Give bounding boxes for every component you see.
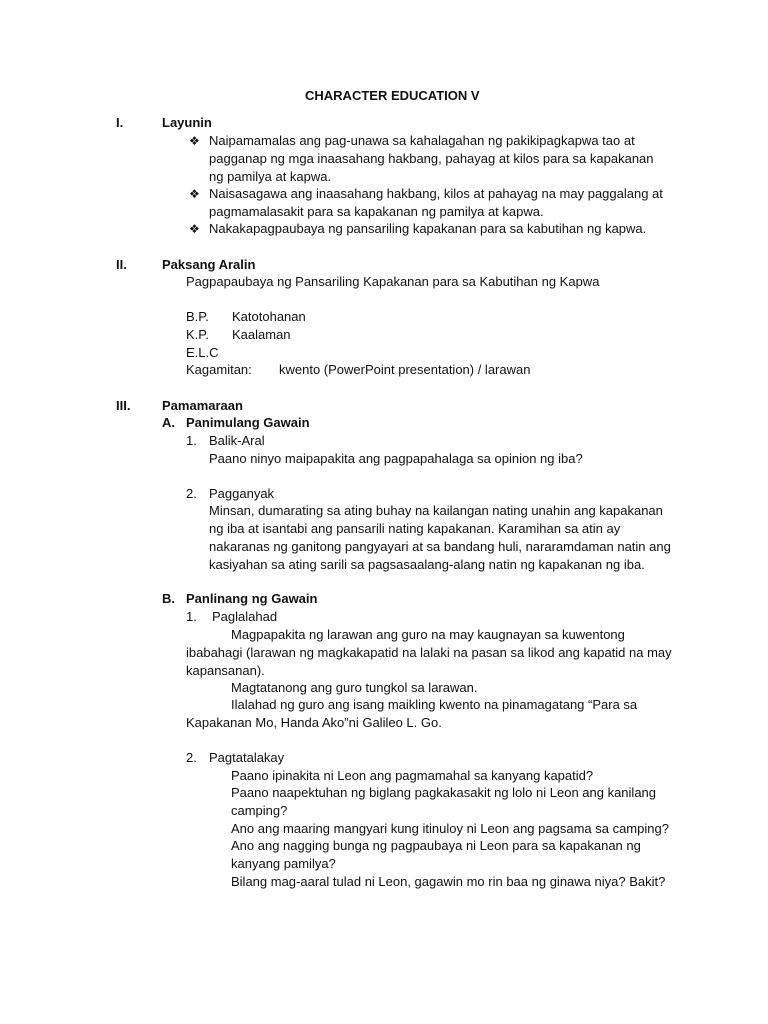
discussion-question: Bilang mag-aaral tulad ni Leon, gagawin mo rin baa ng ginawa niya? Bakit?: [231, 874, 666, 889]
item-title-paglalahad: Paglalahad: [212, 609, 278, 624]
item-title-pagtatalakay: Pagtatalakay: [209, 750, 285, 765]
diamond-bullet-icon: ❖: [189, 187, 200, 201]
objective-item: Naipamamalas ang pag-unawa sa kahalagahan ng pakikipagkapwa tao at pagganap ng mga inaasahang hakbang, pahayag at kilos para sa kapakanan ng pamilya at kapwa.: [209, 133, 654, 184]
diamond-bullet-icon: ❖: [189, 222, 200, 236]
item-number: 1.: [186, 609, 197, 624]
objective-item: Naisasagawa ang inaasahang hakbang, kilos at pahayag na may paggalang at pagmamalasakit para sa kapakanan ng pamilya at kapwa.: [209, 186, 663, 219]
objective-item: Nakakapagpaubaya ng pansariling kapakanan para sa kabutihan ng kapwa.: [209, 221, 647, 236]
balik-aral-question: Paano ninyo maipapakita ang pagpapahalaga sa opinion ng iba?: [209, 451, 583, 466]
pagganyak-paragraph: Minsan, dumarating sa ating buhay na kailangan nating unahin ang kapakanan ng iba at isantabi ang pansarili nating kapakanan. Karamihan sa atin ay nakaranas ng ganitong pangyayari at sa bandang huli, nararamdaman natin ang kasiyahan sa ating sarili sa pagsasaalang-alang natin ng kapakanan ng iba.: [209, 503, 671, 572]
document-title: CHARACTER EDUCATION V: [305, 88, 480, 103]
item-title-balik-aral: Balik-Aral: [209, 433, 265, 448]
paglalahad-paragraph: Ilalahad ng guro ang isang maikling kwento na pinamagatang “Para sa Kapakanan Mo, Handa Ako”ni Galileo L. Go.: [186, 697, 638, 730]
item-number: 2.: [186, 486, 197, 501]
subsection-heading-panimulang-gawain: Panimulang Gawain: [186, 415, 310, 430]
section-number-paksang-aralin: II.: [116, 257, 127, 272]
section-heading-pamamaraan: Pamamaraan: [162, 398, 243, 413]
discussion-question: Paano ipinakita ni Leon ang pagmamahal sa kanyang kapatid?: [231, 768, 594, 783]
item-number: 2.: [186, 750, 197, 765]
paglalahad-paragraph: Magtatanong ang guro tungkol sa larawan.: [231, 680, 478, 695]
discussion-question: Ano ang maaring mangyari kung itinuloy ni Leon ang pagsama sa camping?: [231, 821, 669, 836]
item-number: 1.: [186, 433, 197, 448]
section-number-layunin: I.: [116, 115, 124, 130]
diamond-bullet-icon: ❖: [189, 134, 200, 148]
section-heading-layunin: Layunin: [162, 115, 212, 130]
discussion-question: Ano ang nagging bunga ng pagpaubaya ni Leon para sa kapakanan ng kanyang pamilya?: [231, 838, 641, 871]
kp-label: K.P.: [186, 327, 209, 342]
kp-value: Kaalaman: [232, 327, 291, 342]
section-number-pamamaraan: III.: [116, 398, 131, 413]
paglalahad-paragraph: Magpapakita ng larawan ang guro na may kaugnayan sa kuwentong ibabahagi (larawan ng magkakapatid na lalaki na pasan sa likod ang kapatid na may kapansanan).: [186, 627, 672, 678]
subsection-letter-a: A.: [162, 415, 175, 430]
bp-label: B.P.: [186, 309, 209, 324]
item-title-pagganyak: Pagganyak: [209, 486, 275, 501]
elc-label: E.L.C: [186, 345, 219, 360]
discussion-question: Paano naapektuhan ng biglang pagkakasakit ng lolo ni Leon ang kanilang camping?: [231, 785, 657, 818]
subsection-letter-b: B.: [162, 591, 175, 606]
kagamitan-value: kwento (PowerPoint presentation) / larawan: [279, 362, 531, 377]
lesson-topic: Pagpapaubaya ng Pansariling Kapakanan para sa Kabutihan ng Kapwa: [186, 274, 600, 289]
subsection-heading-panlinang-ng-gawain: Panlinang ng Gawain: [186, 591, 318, 606]
section-heading-paksang-aralin: Paksang Aralin: [162, 257, 256, 272]
bp-value: Katotohanan: [232, 309, 306, 324]
kagamitan-label: Kagamitan:: [186, 362, 252, 377]
